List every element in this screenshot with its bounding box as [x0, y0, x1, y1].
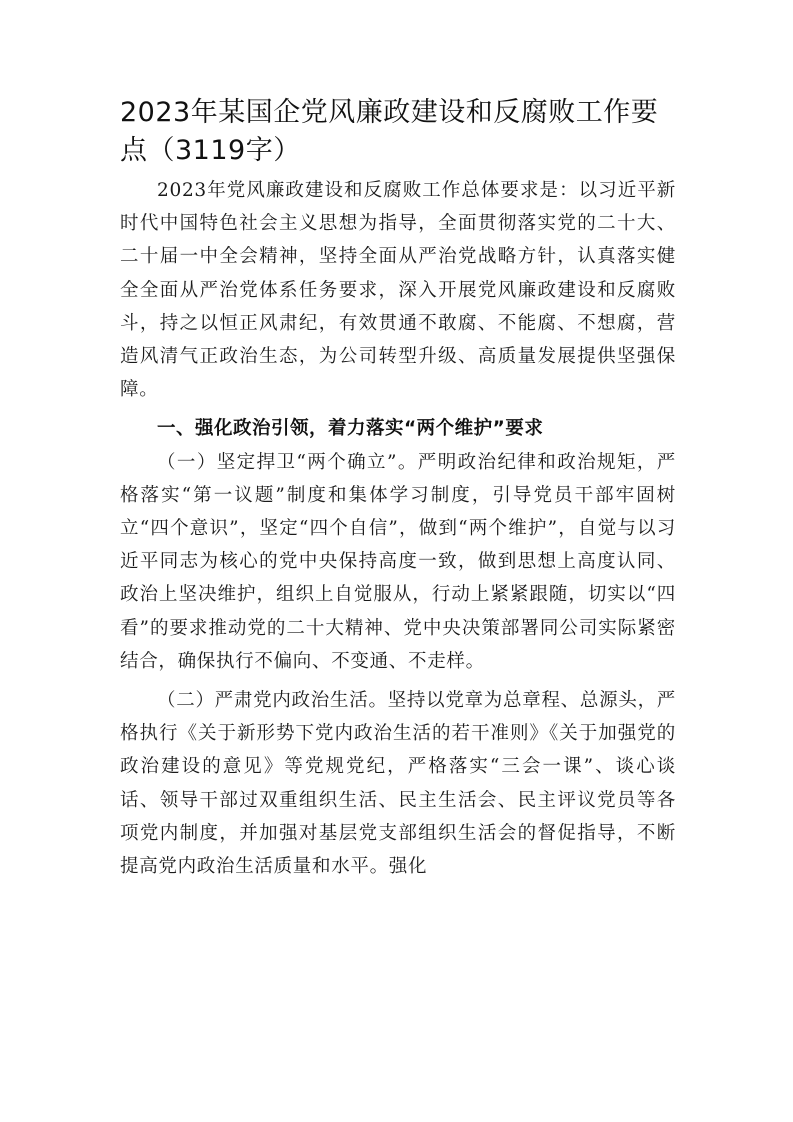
- document-title: 2023年某国企党风廉政建设和反腐败工作要点（3119字）: [120, 97, 659, 166]
- section-heading-1: 一、强化政治引领，着力落实“两个维护”要求: [157, 418, 544, 440]
- item-paragraph-2: （二）严肃党内政治生活。坚持以党章为总章程、总源头，严格执行《关于新形势下党内政治生活的若干准则》《关于加强党的政治建设的意见》等党规党纪，严格落实“三会一课”、谈心谈话、领导干部过双重组织生活、民主生活会、民主评议党员等各项党内制度，并加强对基层党支部组织生活会的督促指导，不断提高党内政治生活质量和水平。强化: [120, 690, 676, 878]
- document-body: [120, 94, 676, 883]
- item-paragraph-1: （一）坚定捍卫“两个确立”。严明政治纪律和政治规矩，严格落实“第一议题”制度和集体学习制度，引导党员干部牢固树立“四个意识”，坚定“四个自信”，做到“两个维护”，自觉与以习近平同志为核心的党中央保持高度一致，做到思想上高度认同、政治上坚决维护，组织上自觉服从，行动上紧紧跟随，切实以“四看”的要求推动党的二十大精神、党中央决策部署同公司实际紧密结合，确保执行不偏向、不变通、不走样。: [120, 451, 676, 672]
- intro-paragraph: 2023年党风廉政建设和反腐败工作总体要求是：以习近平新时代中国特色社会主义思想为指导，全面贯彻落实党的二十大、二十届一中全会精神，坚持全面从严治党战略方针，认真落实健全全面从严治党体系任务要求，深入开展党风廉政建设和反腐败斗，持之以恒正风肃纪，有效贯通不敢腐、不能腐、不想腐，营造风清气正政治生态，为公司转型升级、高质量发展提供坚强保障。: [120, 180, 676, 401]
